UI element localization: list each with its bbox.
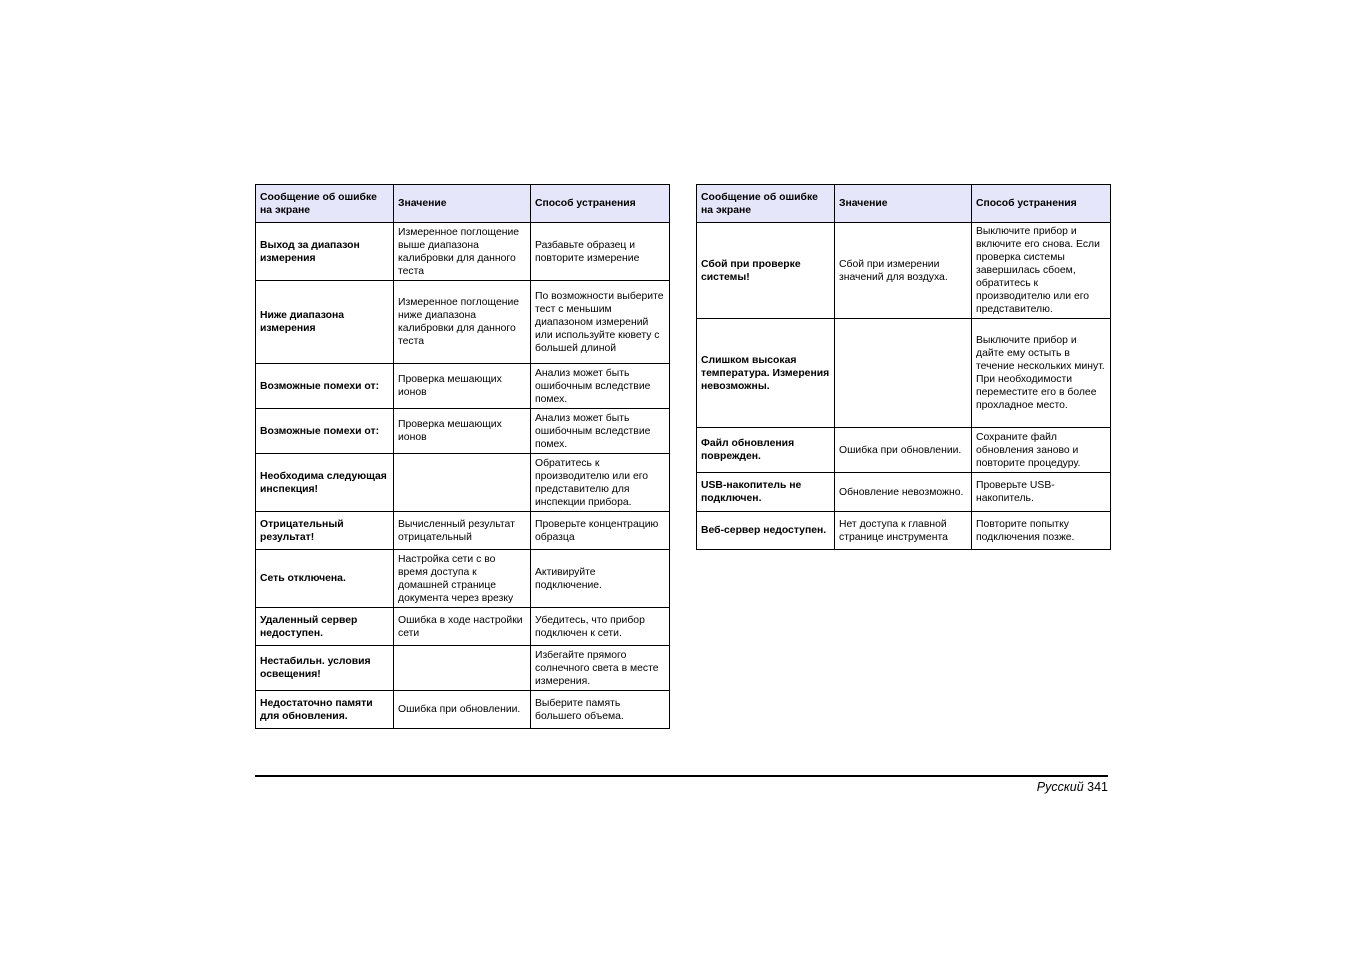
table-row: [256, 454, 670, 512]
meaning-cell: Проверка мешающих ионов: [394, 364, 531, 409]
table-row: [256, 646, 670, 691]
table-header-row: [697, 185, 1111, 223]
solution-cell: Проверьте концентрацию образца: [531, 512, 670, 550]
table-row: [256, 512, 670, 550]
solution-cell: Анализ может быть ошибочным вследствие помех.: [531, 409, 670, 454]
footer-rule: [255, 775, 1108, 777]
solution-cell: Выключите прибор и дайте ему остыть в течение нескольких минут. При необходимости переместите его в более прохладное место.: [972, 319, 1111, 428]
error-message-cell: Возможные помехи от:: [256, 364, 394, 409]
header-solution: Способ устранения: [972, 185, 1111, 223]
table-row: [256, 364, 670, 409]
meaning-cell: [835, 319, 972, 428]
solution-cell: Активируйте подключение.: [531, 550, 670, 608]
table-row: [256, 550, 670, 608]
meaning-cell: Вычисленный результат отрицательный: [394, 512, 531, 550]
meaning-cell: Ошибка в ходе настройки сети: [394, 608, 531, 646]
table-row: [697, 428, 1111, 473]
table-row: [256, 608, 670, 646]
error-message-cell: USB-накопитель не подключен.: [697, 473, 835, 512]
solution-cell: Проверьте USB-накопитель.: [972, 473, 1111, 512]
error-message-cell: Отрицательный результат!: [256, 512, 394, 550]
error-table-right: [696, 184, 1111, 550]
solution-cell: Разбавьте образец и повторите измерение: [531, 223, 670, 281]
solution-cell: Выберите память большего объема.: [531, 691, 670, 729]
error-message-cell: Возможные помехи от:: [256, 409, 394, 454]
meaning-cell: [394, 454, 531, 512]
header-solution: Способ устранения: [531, 185, 670, 223]
table-row: [256, 409, 670, 454]
meaning-cell: Проверка мешающих ионов: [394, 409, 531, 454]
meaning-cell: Ошибка при обновлении.: [394, 691, 531, 729]
meaning-cell: Измеренное поглощение выше диапазона калибровки для данного теста: [394, 223, 531, 281]
meaning-cell: Настройка сети с во время доступа к домашней странице документа через врезку: [394, 550, 531, 608]
page-number: 341: [1087, 780, 1108, 794]
error-message-cell: Нестабильн. условия освещения!: [256, 646, 394, 691]
error-message-cell: Слишком высокая температура. Измерения невозможны.: [697, 319, 835, 428]
table-row: [697, 319, 1111, 428]
table-row: [256, 281, 670, 364]
error-message-cell: Файл обновления поврежден.: [697, 428, 835, 473]
header-message: Сообщение об ошибке на экране: [256, 185, 394, 223]
meaning-cell: Обновление невозможно.: [835, 473, 972, 512]
solution-cell: Сохраните файл обновления заново и повторите процедуру.: [972, 428, 1111, 473]
solution-cell: Выключите прибор и включите его снова. Если проверка системы завершилась сбоем, обратитесь к производителю или его представителю.: [972, 223, 1111, 319]
meaning-cell: Сбой при измерении значений для воздуха.: [835, 223, 972, 319]
error-message-cell: Удаленный сервер недоступен.: [256, 608, 394, 646]
error-message-cell: Необходима следующая инспекция!: [256, 454, 394, 512]
error-message-cell: Сеть отключена.: [256, 550, 394, 608]
header-meaning: Значение: [835, 185, 972, 223]
meaning-cell: [394, 646, 531, 691]
header-meaning: Значение: [394, 185, 531, 223]
meaning-cell: Нет доступа к главной странице инструмента: [835, 512, 972, 550]
table-row: [697, 223, 1111, 319]
solution-cell: Убедитесь, что прибор подключен к сети.: [531, 608, 670, 646]
meaning-cell: Ошибка при обновлении.: [835, 428, 972, 473]
error-message-cell: Выход за диапазон измерения: [256, 223, 394, 281]
solution-cell: По возможности выберите тест с меньшим диапазоном измерений или используйте кювету с большей длиной: [531, 281, 670, 364]
error-message-cell: Сбой при проверке системы!: [697, 223, 835, 319]
page-footer: [1037, 780, 1108, 795]
table-row: [256, 223, 670, 281]
table-header-row: [256, 185, 670, 223]
meaning-cell: Измеренное поглощение ниже диапазона калибровки для данного теста: [394, 281, 531, 364]
error-message-cell: Веб-сервер недоступен.: [697, 512, 835, 550]
solution-cell: Анализ может быть ошибочным вследствие помех.: [531, 364, 670, 409]
error-message-cell: Ниже диапазона измерения: [256, 281, 394, 364]
solution-cell: Повторите попытку подключения позже.: [972, 512, 1111, 550]
table-row: [697, 512, 1111, 550]
table-row: [256, 691, 670, 729]
error-message-cell: Недостаточно памяти для обновления.: [256, 691, 394, 729]
header-message: Сообщение об ошибке на экране: [697, 185, 835, 223]
footer-language: Русский: [1036, 780, 1084, 794]
solution-cell: Избегайте прямого солнечного света в месте измерения.: [531, 646, 670, 691]
error-table-left: [255, 184, 670, 729]
table-row: [697, 473, 1111, 512]
solution-cell: Обратитесь к производителю или его представителю для инспекции прибора.: [531, 454, 670, 512]
